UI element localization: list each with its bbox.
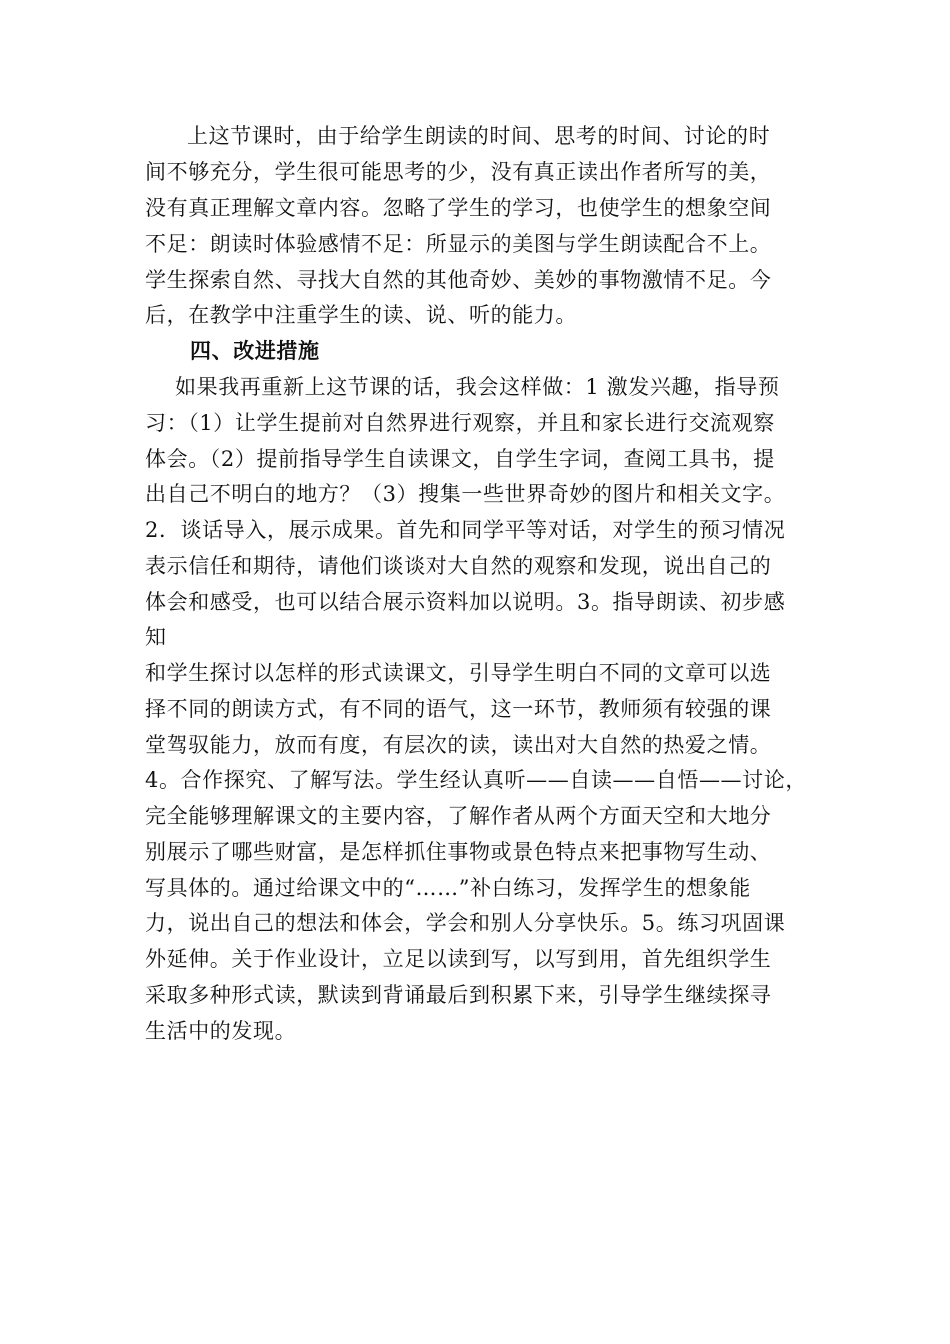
paragraph-1-line-4: 不足：朗读时体验感情不足：所显示的美图与学生朗读配合不上。 xyxy=(145,232,772,256)
paragraph-1-line-5: 学生探索自然、寻找大自然的其他奇妙、美妙的事物激情不足。今 xyxy=(145,268,772,292)
paragraph-2-line-4: 出自己不明白的地方？（3）搜集一些世界奇妙的图片和相关文字。 xyxy=(145,482,786,506)
paragraph-2-line-18: 采取多种形式读，默读到背诵最后到积累下来，引导学生继续探寻 xyxy=(145,983,772,1007)
paragraph-1-line-2: 间不够充分，学生很可能思考的少，没有真正读出作者所写的美， xyxy=(145,160,772,184)
paragraph-2-line-15: 写具体的。通过给课文中的“……”补白练习，发挥学生的想象能 xyxy=(145,876,751,900)
paragraph-2-line-17: 外延伸。关于作业设计，立足以读到写，以写到用，首先组织学生 xyxy=(145,947,772,971)
paragraph-2-line-9: 和学生探讨以怎样的形式读课文，引导学生明白不同的文章可以选 xyxy=(145,661,772,685)
paragraph-2-line-12: 4。合作探究、了解写法。学生经认真听——自读——自悟——讨论， xyxy=(145,768,807,792)
paragraph-2-line-7: 体会和感受，也可以结合展示资料加以说明。3。指导朗读、初步感 xyxy=(145,590,786,614)
paragraph-2-line-10: 择不同的朗读方式，有不同的语气，这一环节，教师须有较强的课 xyxy=(145,697,772,721)
paragraph-2-line-11: 堂驾驭能力，放而有度，有层次的读，读出对大自然的热爱之情。 xyxy=(145,733,772,757)
paragraph-2-line-3: 体会。（2）提前指导学生自读课文，自学生字词，查阅工具书，提 xyxy=(145,447,775,471)
paragraph-1-line-6: 后，在教学中注重学生的读、说、听的能力。 xyxy=(145,303,577,327)
paragraph-1-line-3: 没有真正理解文章内容。忽略了学生的学习，也使学生的想象空间 xyxy=(145,196,772,220)
section-heading: 四、改进措施 xyxy=(190,338,320,363)
paragraph-2-line-1: 如果我再重新上这节课的话，我会这样做：1 激发兴趣，指导预 xyxy=(175,375,780,399)
paragraph-2-line-14: 别展示了哪些财富，是怎样抓住事物或景色特点来把事物写生动、 xyxy=(145,840,772,864)
paragraph-2-line-2: 习：（1）让学生提前对自然界进行观察，并且和家长进行交流观察 xyxy=(145,411,775,435)
paragraph-2-line-16: 力，说出自己的想法和体会，学会和别人分享快乐。5。练习巩固课 xyxy=(145,911,786,935)
paragraph-2-line-13: 完全能够理解课文的主要内容，了解作者从两个方面天空和大地分 xyxy=(145,804,772,828)
paragraph-2-line-19: 生活中的发现。 xyxy=(145,1019,297,1043)
paragraph-1-line-1: 上这节课时，由于给学生朗读的时间、思考的时间、讨论的时 xyxy=(187,124,771,148)
paragraph-2-line-8: 知 xyxy=(145,625,167,649)
paragraph-2-line-6: 表示信任和期待，请他们谈谈对大自然的观察和发现，说出自己的 xyxy=(145,554,772,578)
paragraph-2-line-5: 2．谈话导入，展示成果。首先和同学平等对话，对学生的预习情况 xyxy=(145,518,786,542)
